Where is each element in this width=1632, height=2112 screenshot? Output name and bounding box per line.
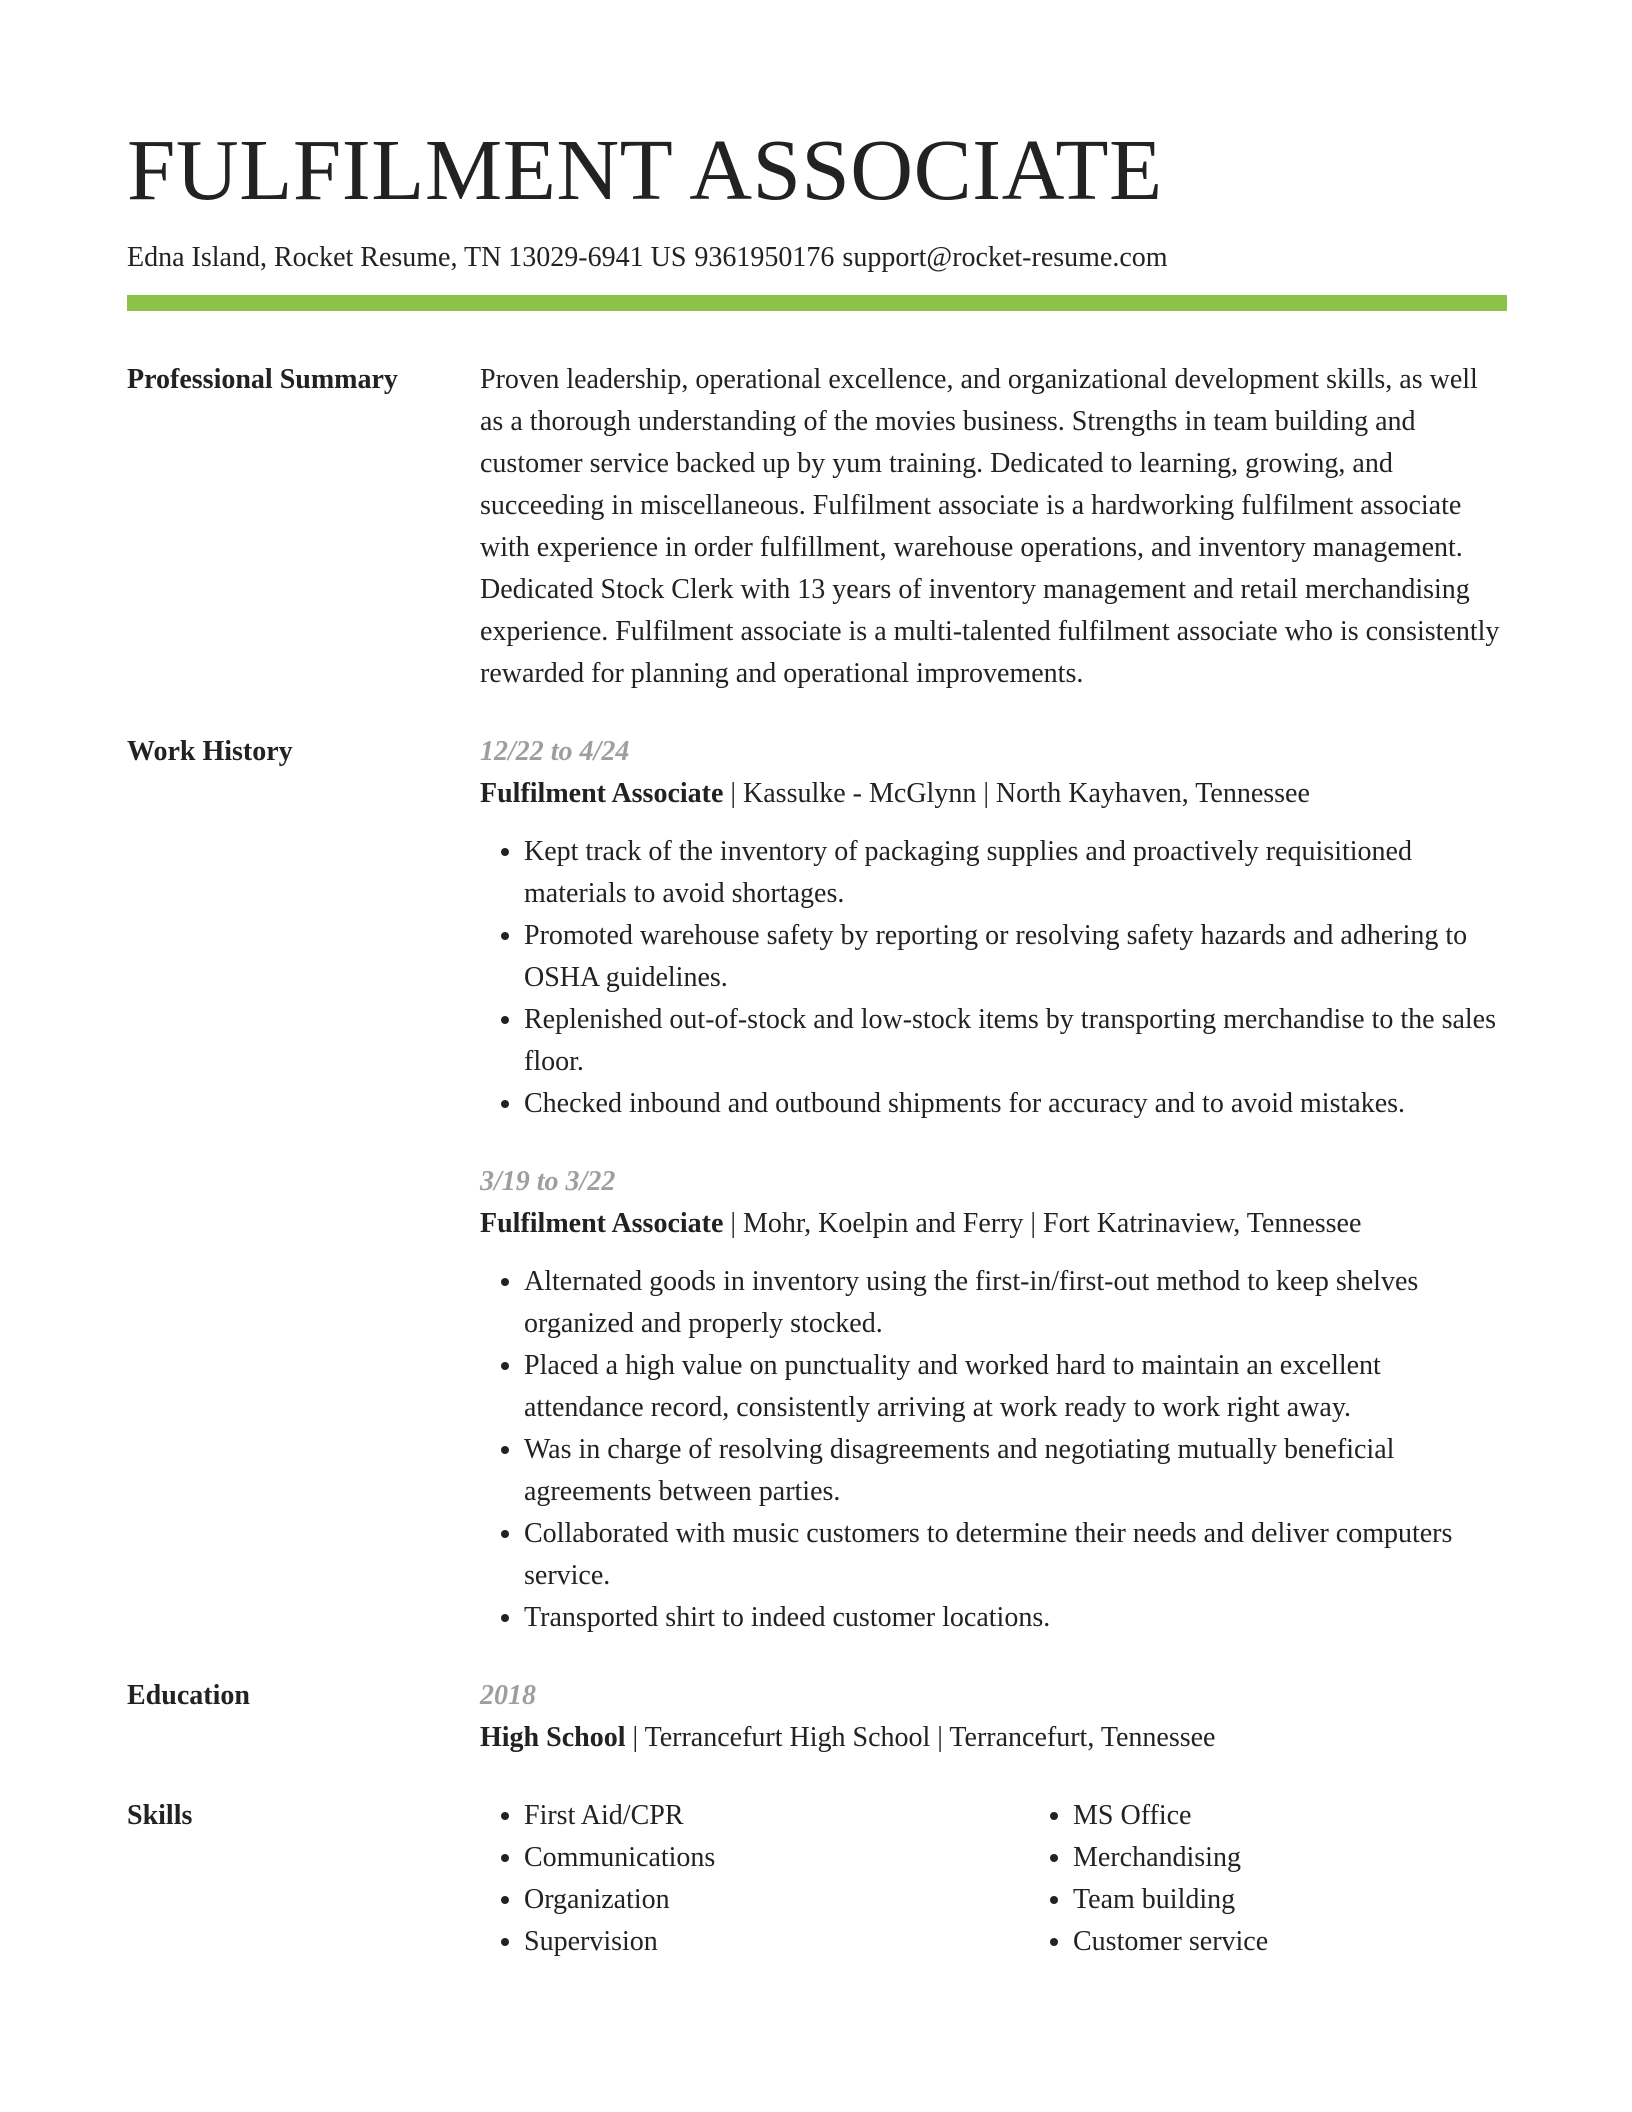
list-item: • Placed a high value on punctuality and worked hard to maintain an excellent attendance record, consistently arriving at work ready to work right away. [524,1345,1507,1429]
job-bullets [480,1261,1507,1639]
skill-item: • Supervision [524,1921,1029,1963]
job-entry [480,1161,1507,1639]
skill-item: • First Aid/CPR [524,1795,1029,1837]
job-bullets [480,831,1507,1125]
job-date: 12/22 to 4/24 [480,735,630,767]
section-heading-education: Education [127,1679,250,1711]
header-divider [127,295,1507,311]
job-title: Fulfilment Associate [480,1207,724,1239]
skill-item: • Team building [1073,1879,1578,1921]
section-work-history [127,731,1507,1639]
list-item: • Was in charge of resolving disagreements and negotiating mutually beneficial agreements between parties. [524,1429,1507,1513]
contact-phone: 9361950176 [694,242,835,273]
contact-address: Edna Island, Rocket Resume, TN 13029-6941 US [127,242,687,273]
education-date: 2018 [480,1679,536,1711]
skill-item: • Merchandising [1073,1837,1578,1879]
job-role-line [480,773,1507,815]
list-item: • Kept track of the inventory of packaging supplies and proactively requisitioned materials to avoid shortages. [524,831,1507,915]
section-heading-work: Work History [127,735,293,767]
job-entry [480,731,1507,1125]
section-summary [127,359,1507,695]
list-item: • Collaborated with music customers to determine their needs and deliver computers service. [524,1513,1507,1597]
contact-line [127,241,1507,275]
list-item: • Replenished out-of-stock and low-stock items by transporting merchandise to the sales floor. [524,999,1507,1083]
contact-email: support@rocket-resume.com [842,242,1168,273]
list-item: • Promoted warehouse safety by reporting or resolving safety hazards and adhering to OSHA guidelines. [524,915,1507,999]
resume-title: FULFILMENT ASSOCIATE [127,121,1163,218]
job-date: 3/19 to 3/22 [480,1165,616,1197]
section-education [127,1675,1507,1759]
list-item: • Transported shirt to indeed customer locations. [524,1597,1507,1639]
skills-columns [480,1795,1507,1963]
education-degree: High School [480,1721,626,1753]
job-title: Fulfilment Associate [480,777,724,809]
section-heading-summary: Professional Summary [127,363,398,395]
education-line [480,1717,1507,1759]
skills-list-left [480,1795,1029,1963]
skills-list-right [1029,1795,1578,1963]
list-item: • Checked inbound and outbound shipments for accuracy and to avoid mistakes. [524,1083,1507,1125]
skill-item: • Communications [524,1837,1029,1879]
list-item: • Alternated goods in inventory using the first-in/first-out method to keep shelves organized and properly stocked. [524,1261,1507,1345]
skill-item: • MS Office [1073,1795,1578,1837]
summary-text: Proven leadership, operational excellence, and organizational development skills, as well as a thorough understanding of the movies business. Strengths in team building and customer service backed up by yum training. Dedicated to learning, growing, and succeeding in miscellaneous. Fulfilment associate is a hardworking fulfilment associate with experience in order fulfillment, warehouse operations, and inventory management. Dedicated Stock Clerk with 13 years of inventory management and retail merchandising experience. Fulfilment associate is a multi-talented fulfilment associate who is consistently rewarded for planning and operational improvements. [480,363,1500,689]
section-skills [127,1795,1507,1963]
section-heading-skills: Skills [127,1799,193,1831]
skill-item: • Organization [524,1879,1029,1921]
education-details: | Terrancefurt High School | Terrancefurt, Tennessee [625,1721,1216,1753]
job-details: | Mohr, Koelpin and Ferry | Fort Katrinaview, Tennessee [723,1207,1362,1239]
job-details: | Kassulke - McGlynn | North Kayhaven, Tennessee [723,777,1310,809]
skill-item: • Customer service [1073,1921,1578,1963]
job-role-line [480,1203,1507,1245]
